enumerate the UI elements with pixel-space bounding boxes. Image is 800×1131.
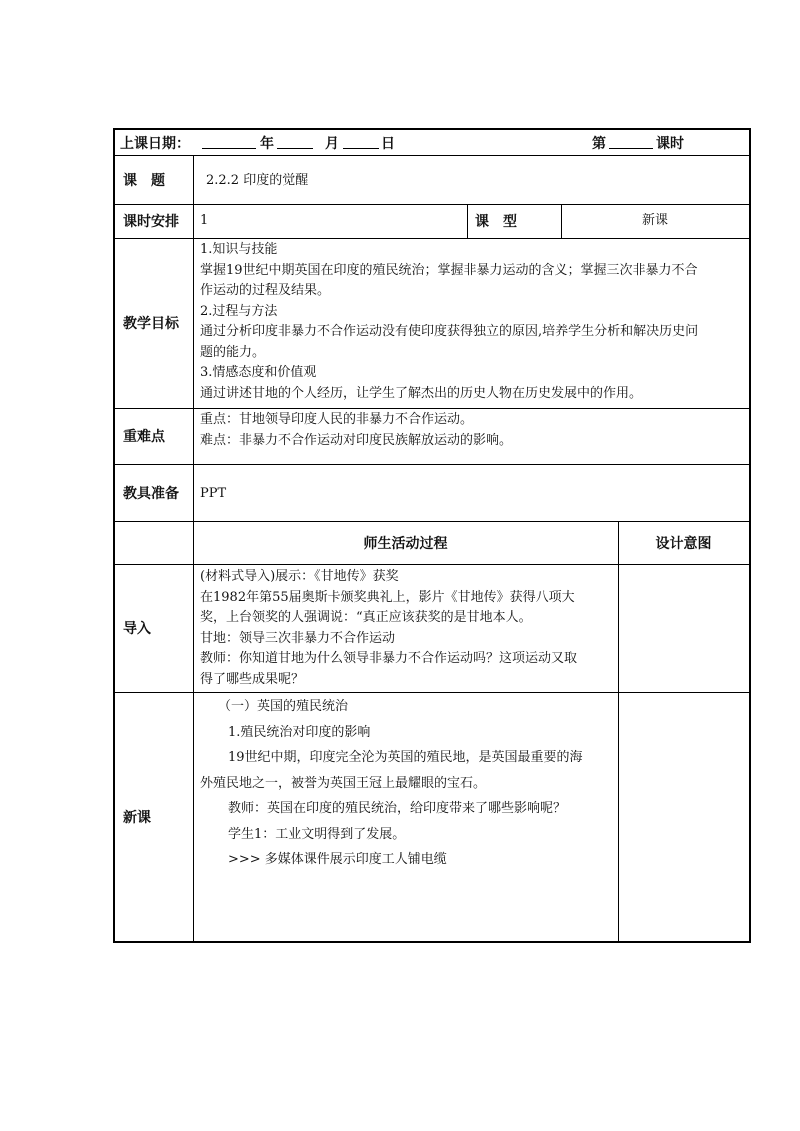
period-suffix: 课时	[656, 136, 684, 152]
date-header-row	[115, 130, 749, 155]
sub-title: 1.殖民统治对印度的影响	[228, 724, 371, 740]
intro-label: 导入	[123, 621, 151, 637]
lesson-type-label: 课 型	[475, 214, 517, 230]
intro-line: 在1982年第55届奥斯卡颁奖典礼上，影片《甘地传》获得八项大	[200, 589, 575, 605]
day-blank[interactable]	[343, 134, 379, 149]
row-divider	[115, 155, 749, 156]
schedule-value: 1	[200, 213, 209, 228]
objective-line: 题的能力。	[200, 344, 266, 360]
objectives-content	[200, 240, 748, 404]
schedule-label: 课时安排	[123, 214, 179, 230]
lesson-type-value: 新课	[641, 212, 668, 228]
intro-line: 得了哪些成果呢？	[200, 671, 305, 687]
key-point-line: 难点：非暴力不合作运动对印度民族解放运动的影响。	[200, 432, 513, 448]
paragraph-line: 外殖民地之一，被誉为英国王冠上最耀眼的宝石。	[200, 775, 487, 791]
intro-line: 甘地：领导三次非暴力不合作运动	[200, 630, 396, 646]
new-lesson-label: 新课	[123, 809, 151, 826]
row-divider	[115, 238, 749, 239]
objective-line: 掌握19世纪中期英国在印度的殖民统治；掌握非暴力运动的含义；掌握三次非暴力不合	[200, 262, 698, 278]
objective-line: 1.知识与技能	[200, 242, 278, 257]
intro-line: 教师：你知道甘地为什么领导非暴力不合作运动吗？这项运动又取	[200, 651, 578, 666]
topic-value: 2.2.2 印度的觉醒	[206, 173, 309, 188]
objective-line: 作运动的过程及结果。	[200, 283, 331, 298]
period-prefix: 第	[592, 136, 606, 152]
student-answer: 学生1：工业文明得到了发展。	[228, 826, 406, 842]
year-blank[interactable]	[202, 134, 256, 149]
row-divider	[115, 564, 749, 565]
objective-line: 3.情感态度和价值观	[200, 365, 317, 380]
period-blank[interactable]	[609, 134, 653, 149]
materials-label: 教具准备	[123, 485, 179, 502]
day-unit: 日	[381, 136, 395, 152]
date-label: 上课日期：	[120, 136, 190, 152]
lesson-plan-table	[113, 128, 751, 943]
row-divider	[115, 464, 749, 465]
year-unit: 年	[260, 136, 274, 152]
row-divider	[115, 408, 749, 409]
month-blank[interactable]	[277, 134, 313, 149]
intro-line: (材料式导入)展示：《甘地传》获奖	[200, 569, 399, 584]
intro-line: 奖，上台领奖的人强调说：“真正应该获奖的是甘地本人。	[200, 610, 532, 625]
teacher-question: 教师：英国在印度的殖民统治，给印度带来了哪些影响呢？	[228, 801, 567, 816]
key-point-line: 重点：甘地领导印度人民的非暴力不合作运动。	[200, 412, 474, 427]
paragraph-line: 19世纪中期，印度完全沦为英国的殖民地，是英国最重要的海	[228, 750, 583, 765]
media-note: >>> 多媒体课件展示印度工人铺电缆	[228, 852, 447, 867]
intro-content	[200, 567, 618, 690]
materials-value: PPT	[200, 486, 227, 501]
row-divider	[115, 692, 749, 693]
design-intent-header: 设计意图	[655, 535, 712, 552]
key-points-content	[200, 410, 748, 451]
topic-label: 课 题	[123, 172, 165, 189]
objective-line: 通过讲述甘地的个人经历，让学生了解杰出的历史人物在历史发展中的作用。	[200, 385, 643, 401]
objective-line: 通过分析印度非暴力不合作运动没有使印度获得独立的原因,培养学生分析和解决历史问	[200, 324, 699, 339]
objective-line: 2.过程与方法	[200, 303, 278, 319]
section-title: （一）英国的殖民统治	[218, 699, 349, 714]
month-unit: 月	[325, 136, 339, 152]
activity-process-header: 师生活动过程	[363, 535, 448, 552]
new-lesson-content	[200, 694, 618, 873]
column-divider	[618, 521, 619, 941]
key-points-label: 重难点	[123, 429, 165, 445]
objectives-label: 教学目标	[123, 316, 179, 332]
